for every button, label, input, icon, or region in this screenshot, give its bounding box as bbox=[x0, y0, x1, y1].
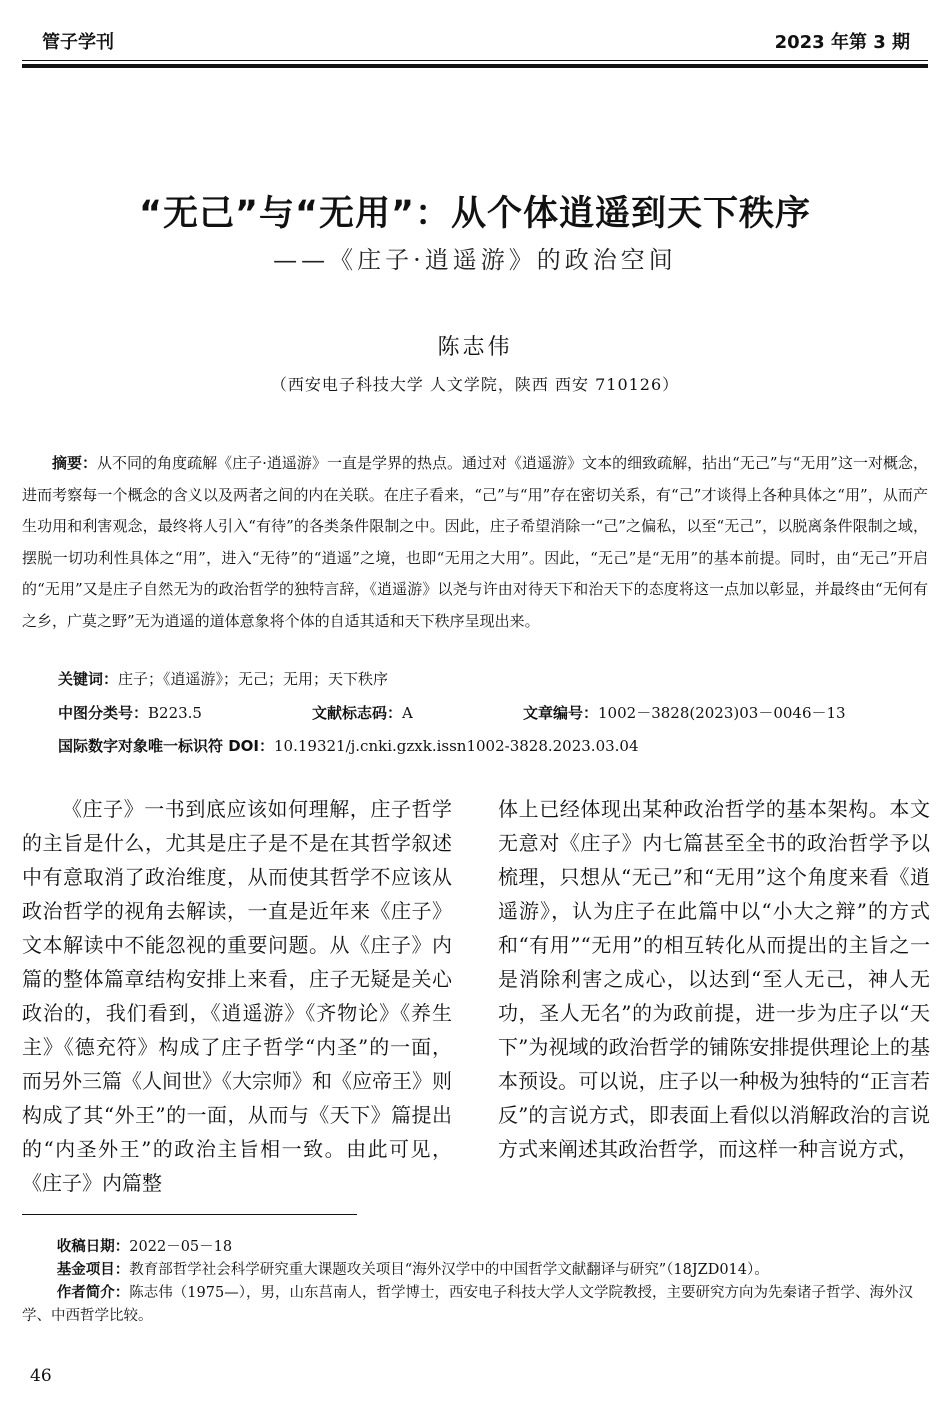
running-header bbox=[22, 28, 928, 56]
header-rule-thin bbox=[22, 60, 928, 61]
issue-number: 2023 年第 3 期 bbox=[774, 32, 910, 53]
author-bio bbox=[22, 1282, 928, 1328]
clc-label: 中图分类号： bbox=[58, 704, 149, 722]
doc-value: A bbox=[402, 704, 413, 722]
abstract bbox=[22, 448, 928, 637]
keywords-label: 关键词： bbox=[58, 670, 119, 688]
footnote-rule bbox=[22, 1214, 357, 1215]
article-subtitle: ——《庄子·逍遥游》的政治空间 bbox=[273, 246, 677, 274]
document-code bbox=[312, 702, 413, 723]
doi-value: 10.19321/j.cnki.gzxk.issn1002-3828.2023.03.04 bbox=[274, 737, 639, 755]
author-name: 陈志伟 bbox=[437, 335, 513, 360]
page-number: 46 bbox=[30, 1366, 52, 1386]
abstract-text: 从不同的角度疏解《庄子·逍遥游》一直是学界的热点。通过对《逍遥游》文本的细致疏解，拈出“无己”与“无用”这一对概念，进而考察每一个概念的含义以及两者之间的内在关联。在庄子看来，“己”与“用”存在密切关系，有“己”才谈得上各种具体之“用”，从而产生功用和利害观念，最终将人引入“有待”的各类条件限制之中。因此，庄子希望消除一“己”之偏私，以至“无己”，以脱离条件限制之域，摆脱一切功利性具体之“用”，进入“无待”的“逍遥”之境，也即“无用之大用”。因此，“无己”是“无用”的基本前提。同时，由“无己”开启的“无用”又是庄子自然无为的政治哲学的独特言辞，《逍遥游》以尧与许由对待天下和治天下的态度将这一点加以彰显，并最终由“无何有之乡，广莫之野”无为逍遥的道体意象将个体的自适其适和天下秩序呈现出来。 bbox=[22, 454, 928, 630]
body-column-left: 《庄子》一书到底应该如何理解，庄子哲学的主旨是什么，尤其是庄子是不是在其哲学叙述中有意取消了政治维度，从而使其哲学不应该从政治哲学的视角去解读，一直是近年来《庄子》文本解读中不能忽视的重要问题。从《庄子》内篇的整体篇章结构安排上来看，庄子无疑是关心政治的，我们看到，《逍遥游》《齐物论》《养生主》《德充符》构成了庄子哲学“内圣”的一面，而另外三篇《人间世》《大宗师》和《应帝王》则构成了其“外王”的一面，从而与《天下》篇提出的“内圣外王”的政治主旨相一致。由此可见，《庄子》内篇整 bbox=[22, 797, 452, 1195]
author-bio-value: 陈志伟（1975—），男，山东莒南人，哲学博士，西安电子科技大学人文学院教授，主要研究方向为先秦诸子哲学、海外汉学、中西哲学比较。 bbox=[22, 1285, 913, 1324]
doi-line bbox=[58, 735, 639, 756]
article-value: 1002－3828(2023)03－0046－13 bbox=[598, 704, 846, 722]
doi-label: 国际数字对象唯一标识符 DOI： bbox=[58, 737, 275, 755]
author-affiliation: （西安电子科技大学 人文学院，陕西 西安 710126） bbox=[270, 375, 680, 394]
footnotes bbox=[22, 1236, 928, 1328]
body-column-right: 体上已经体现出某种政治哲学的基本架构。本文无意对《庄子》内七篇甚至全书的政治哲学予以梳理，只想从“无己”和“无用”这个角度来看《逍遥游》，认为庄子在此篇中以“小大之辩”的方式和“有用”“无用”的相互转化从而提出的主旨之一是消除利害之成心，以达到“至人无己，神人无功，圣人无名”的为政前提，进一步为庄子以“天下”为视域的政治哲学的铺陈安排提供理论上的基本预设。可以说，庄子以一种极为独特的“正言若反”的言说方式，即表面上看似以消解政治的言说方式来阐述其政治哲学，而这样一种言说方式， bbox=[498, 797, 930, 1161]
doc-label: 文献标志码： bbox=[312, 704, 403, 722]
header-rule-thick bbox=[22, 64, 928, 68]
keywords-text: 庄子；《逍遥游》；无己；无用；天下秩序 bbox=[118, 670, 389, 688]
clc-code bbox=[58, 702, 202, 723]
article-label: 文章编号： bbox=[523, 704, 599, 722]
fund-label: 基金项目： bbox=[56, 1262, 130, 1278]
article-title: “无己”与“无用”：从个体逍遥到天下秩序 bbox=[138, 194, 811, 234]
article-number bbox=[523, 702, 846, 723]
clc-value: B223.5 bbox=[148, 704, 202, 722]
journal-name: 管子学刊 bbox=[42, 32, 114, 53]
author-bio-label: 作者简介： bbox=[56, 1285, 130, 1301]
received-date bbox=[22, 1236, 928, 1259]
received-value: 2022－05－18 bbox=[129, 1239, 233, 1255]
fund-value: 教育部哲学社会科学研究重大课题攻关项目“海外汉学中的中国哲学文献翻译与研究”（18JZD014）。 bbox=[129, 1262, 769, 1278]
received-label: 收稿日期： bbox=[56, 1239, 130, 1255]
abstract-label: 摘要： bbox=[52, 454, 98, 472]
fund-project bbox=[22, 1259, 928, 1282]
keywords bbox=[58, 668, 388, 689]
